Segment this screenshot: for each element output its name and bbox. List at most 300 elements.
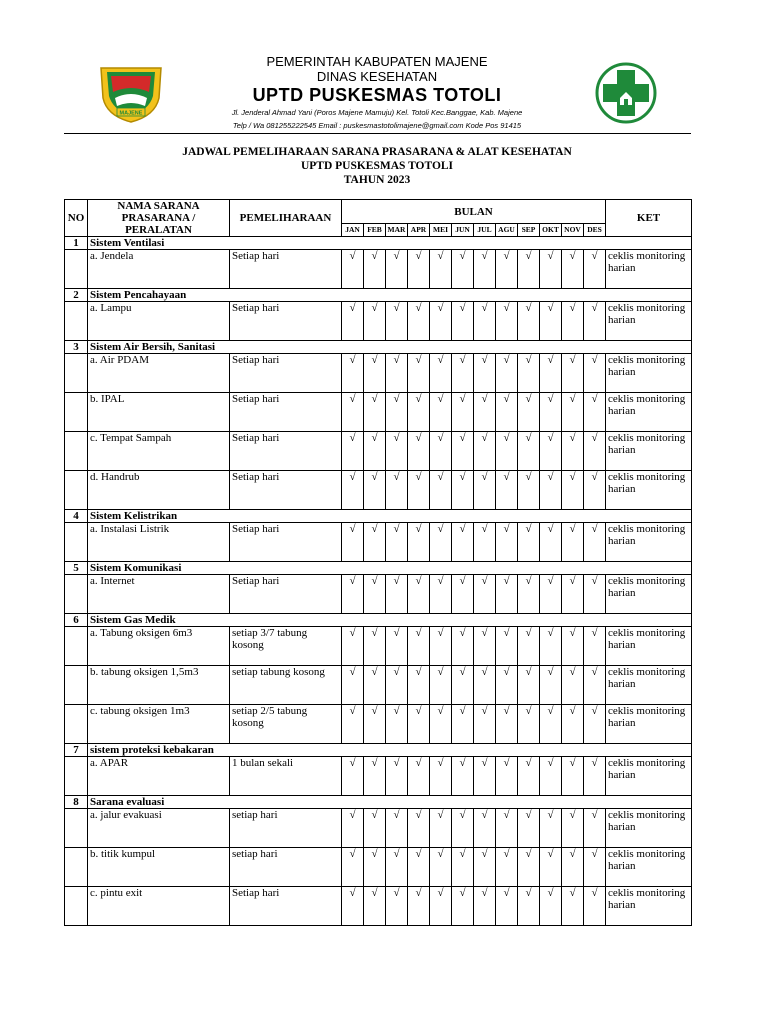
month-check: √	[562, 471, 584, 510]
header-month: NOV	[562, 224, 584, 237]
month-check: √	[452, 757, 474, 796]
item-name: b. tabung oksigen 1,5m3	[88, 666, 230, 705]
item-pemeliharaan: setiap 3/7 tabung kosong	[230, 627, 342, 666]
month-check: √	[474, 627, 496, 666]
month-check: √	[584, 887, 606, 926]
month-check: √	[474, 523, 496, 562]
month-check: √	[518, 757, 540, 796]
month-check: √	[518, 666, 540, 705]
month-check: √	[408, 848, 430, 887]
header-month: DES	[584, 224, 606, 237]
month-check: √	[562, 757, 584, 796]
item-pemeliharaan: setiap 2/5 tabung kosong	[230, 705, 342, 744]
section-row	[65, 614, 692, 627]
month-check: √	[562, 887, 584, 926]
item-pemeliharaan: Setiap hari	[230, 354, 342, 393]
item-name: a. Lampu	[88, 302, 230, 341]
month-check: √	[364, 666, 386, 705]
puskesmas-name: UPTD PUSKESMAS TOTOLI	[252, 85, 502, 105]
month-check: √	[386, 705, 408, 744]
month-check: √	[452, 705, 474, 744]
month-check: √	[540, 393, 562, 432]
month-check: √	[518, 393, 540, 432]
month-check: √	[562, 302, 584, 341]
month-check: √	[408, 523, 430, 562]
item-ket: ceklis monitoring harian	[606, 627, 692, 666]
month-check: √	[562, 848, 584, 887]
month-check: √	[408, 757, 430, 796]
letterhead	[0, 0, 768, 140]
month-check: √	[474, 432, 496, 471]
month-check: √	[408, 666, 430, 705]
item-pemeliharaan: Setiap hari	[230, 887, 342, 926]
section-row	[65, 510, 692, 523]
month-check: √	[540, 666, 562, 705]
month-check: √	[474, 302, 496, 341]
month-check: √	[408, 302, 430, 341]
month-check: √	[408, 432, 430, 471]
header-month: OKT	[540, 224, 562, 237]
header-ket: KET	[606, 200, 692, 237]
month-check: √	[408, 393, 430, 432]
month-check: √	[342, 757, 364, 796]
header-nama: NAMA SARANA PRASARANA / PERALATAN	[88, 200, 230, 237]
month-check: √	[518, 523, 540, 562]
month-check: √	[430, 666, 452, 705]
section-name: Sistem Ventilasi	[88, 237, 692, 250]
item-name: a. Tabung oksigen 6m3	[88, 627, 230, 666]
month-check: √	[364, 809, 386, 848]
month-check: √	[518, 848, 540, 887]
month-check: √	[430, 627, 452, 666]
month-check: √	[518, 354, 540, 393]
month-check: √	[342, 302, 364, 341]
section-name: sistem proteksi kebakaran	[88, 744, 692, 757]
month-check: √	[474, 848, 496, 887]
month-check: √	[430, 809, 452, 848]
month-check: √	[496, 523, 518, 562]
month-check: √	[474, 393, 496, 432]
month-check: √	[430, 471, 452, 510]
item-name: a. APAR	[88, 757, 230, 796]
month-check: √	[364, 432, 386, 471]
govt-name: PEMERINTAH KABUPATEN MAJENE	[266, 54, 488, 69]
item-ket: ceklis monitoring harian	[606, 809, 692, 848]
header-month: FEB	[364, 224, 386, 237]
month-check: √	[540, 848, 562, 887]
item-ket: ceklis monitoring harian	[606, 432, 692, 471]
section-name: Sistem Kelistrikan	[88, 510, 692, 523]
item-row	[65, 432, 692, 471]
month-check: √	[408, 705, 430, 744]
month-check: √	[518, 627, 540, 666]
section-name: Sistem Komunikasi	[88, 562, 692, 575]
doc-subtitle: UPTD PUSKESMAS TOTOLI	[300, 160, 454, 172]
month-check: √	[342, 432, 364, 471]
month-check: √	[540, 705, 562, 744]
month-check: √	[386, 354, 408, 393]
month-check: √	[474, 757, 496, 796]
item-ket: ceklis monitoring harian	[606, 666, 692, 705]
section-name: Sistem Air Bersih, Sanitasi	[88, 341, 692, 354]
header-month: MEI	[430, 224, 452, 237]
month-check: √	[496, 887, 518, 926]
section-number: 1	[65, 237, 88, 250]
month-check: √	[584, 575, 606, 614]
section-number: 8	[65, 796, 88, 809]
month-check: √	[452, 809, 474, 848]
month-check: √	[496, 575, 518, 614]
month-check: √	[562, 809, 584, 848]
item-pemeliharaan: setiap hari	[230, 809, 342, 848]
item-pemeliharaan: setiap tabung kosong	[230, 666, 342, 705]
month-check: √	[496, 393, 518, 432]
month-check: √	[430, 250, 452, 289]
month-check: √	[430, 848, 452, 887]
item-row	[65, 848, 692, 887]
item-row	[65, 705, 692, 744]
month-check: √	[342, 523, 364, 562]
month-check: √	[540, 471, 562, 510]
month-check: √	[386, 887, 408, 926]
month-check: √	[496, 666, 518, 705]
item-no-cell	[65, 523, 88, 562]
item-pemeliharaan: Setiap hari	[230, 575, 342, 614]
month-check: √	[496, 809, 518, 848]
month-check: √	[474, 887, 496, 926]
month-check: √	[452, 250, 474, 289]
item-ket: ceklis monitoring harian	[606, 354, 692, 393]
item-row	[65, 250, 692, 289]
doc-title: JADWAL PEMELIHARAAN SARANA PRASARANA & ALAT KESEHATAN	[182, 146, 572, 158]
month-check: √	[408, 809, 430, 848]
month-check: √	[474, 705, 496, 744]
item-name: c. tabung oksigen 1m3	[88, 705, 230, 744]
month-check: √	[452, 666, 474, 705]
item-row	[65, 666, 692, 705]
month-check: √	[430, 705, 452, 744]
item-name: a. Jendela	[88, 250, 230, 289]
month-check: √	[364, 848, 386, 887]
item-ket: ceklis monitoring harian	[606, 302, 692, 341]
month-check: √	[584, 757, 606, 796]
item-row	[65, 627, 692, 666]
month-check: √	[496, 354, 518, 393]
item-row	[65, 757, 692, 796]
month-check: √	[364, 250, 386, 289]
item-pemeliharaan: Setiap hari	[230, 471, 342, 510]
item-pemeliharaan: Setiap hari	[230, 250, 342, 289]
header-pemeliharaan: PEMELIHARAAN	[230, 200, 342, 237]
item-ket: ceklis monitoring harian	[606, 471, 692, 510]
month-check: √	[342, 848, 364, 887]
month-check: √	[562, 354, 584, 393]
item-ket: ceklis monitoring harian	[606, 848, 692, 887]
svg-text:MAJENE: MAJENE	[119, 110, 143, 117]
item-no-cell	[65, 471, 88, 510]
section-name: Sarana evaluasi	[88, 796, 692, 809]
item-row	[65, 302, 692, 341]
item-name: a. jalur evakuasi	[88, 809, 230, 848]
item-name: a. Air PDAM	[88, 354, 230, 393]
month-check: √	[386, 432, 408, 471]
month-check: √	[364, 523, 386, 562]
month-check: √	[386, 302, 408, 341]
month-check: √	[584, 809, 606, 848]
section-number: 2	[65, 289, 88, 302]
item-name: a. Instalasi Listrik	[88, 523, 230, 562]
month-check: √	[584, 471, 606, 510]
header-month: JAN	[342, 224, 364, 237]
item-pemeliharaan: 1 bulan sekali	[230, 757, 342, 796]
month-check: √	[408, 575, 430, 614]
item-pemeliharaan: setiap hari	[230, 848, 342, 887]
month-check: √	[496, 627, 518, 666]
item-no-cell	[65, 575, 88, 614]
month-check: √	[518, 887, 540, 926]
month-check: √	[430, 523, 452, 562]
item-no-cell	[65, 809, 88, 848]
month-check: √	[474, 575, 496, 614]
month-check: √	[584, 627, 606, 666]
header-month: SEP	[518, 224, 540, 237]
section-number: 3	[65, 341, 88, 354]
item-pemeliharaan: Setiap hari	[230, 432, 342, 471]
month-check: √	[386, 809, 408, 848]
maintenance-schedule-table	[64, 199, 692, 926]
month-check: √	[364, 627, 386, 666]
month-check: √	[496, 705, 518, 744]
month-check: √	[408, 471, 430, 510]
item-no-cell	[65, 757, 88, 796]
contact-line: Telp / Wa 081255222545 Email : puskesmastotolimajene@gmail.com Kode Pos 91415	[232, 121, 522, 130]
month-check: √	[386, 627, 408, 666]
item-no-cell	[65, 250, 88, 289]
month-check: √	[342, 575, 364, 614]
month-check: √	[562, 627, 584, 666]
month-check: √	[518, 302, 540, 341]
item-ket: ceklis monitoring harian	[606, 523, 692, 562]
month-check: √	[584, 705, 606, 744]
header-month: APR	[408, 224, 430, 237]
month-check: √	[364, 705, 386, 744]
month-check: √	[562, 432, 584, 471]
month-check: √	[430, 887, 452, 926]
item-no-cell	[65, 302, 88, 341]
month-check: √	[386, 575, 408, 614]
month-check: √	[540, 432, 562, 471]
month-check: √	[584, 432, 606, 471]
month-check: √	[584, 523, 606, 562]
section-number: 5	[65, 562, 88, 575]
item-row	[65, 523, 692, 562]
month-check: √	[540, 627, 562, 666]
item-name: c. pintu exit	[88, 887, 230, 926]
section-row	[65, 289, 692, 302]
item-no-cell	[65, 354, 88, 393]
item-row	[65, 809, 692, 848]
month-check: √	[540, 887, 562, 926]
header-bulan: BULAN	[342, 200, 606, 224]
month-check: √	[452, 471, 474, 510]
month-check: √	[562, 393, 584, 432]
item-pemeliharaan: Setiap hari	[230, 393, 342, 432]
item-ket: ceklis monitoring harian	[606, 757, 692, 796]
month-check: √	[584, 848, 606, 887]
month-check: √	[452, 354, 474, 393]
section-name: Sistem Pencahayaan	[88, 289, 692, 302]
month-check: √	[386, 757, 408, 796]
month-check: √	[562, 575, 584, 614]
month-check: √	[364, 575, 386, 614]
section-number: 4	[65, 510, 88, 523]
month-check: √	[364, 887, 386, 926]
section-row	[65, 796, 692, 809]
month-check: √	[408, 627, 430, 666]
month-check: √	[430, 302, 452, 341]
item-ket: ceklis monitoring harian	[606, 705, 692, 744]
month-check: √	[452, 848, 474, 887]
month-check: √	[496, 250, 518, 289]
item-pemeliharaan: Setiap hari	[230, 523, 342, 562]
section-number: 6	[65, 614, 88, 627]
item-no-cell	[65, 848, 88, 887]
section-row	[65, 562, 692, 575]
month-check: √	[584, 302, 606, 341]
month-check: √	[408, 354, 430, 393]
month-check: √	[474, 471, 496, 510]
section-name: Sistem Gas Medik	[88, 614, 692, 627]
month-check: √	[518, 705, 540, 744]
month-check: √	[430, 354, 452, 393]
month-check: √	[518, 250, 540, 289]
month-check: √	[540, 354, 562, 393]
month-check: √	[540, 757, 562, 796]
month-check: √	[562, 250, 584, 289]
month-check: √	[584, 393, 606, 432]
month-check: √	[474, 354, 496, 393]
month-check: √	[452, 887, 474, 926]
month-check: √	[452, 302, 474, 341]
item-row	[65, 575, 692, 614]
month-check: √	[364, 757, 386, 796]
month-check: √	[342, 666, 364, 705]
header-month: JUN	[452, 224, 474, 237]
month-check: √	[474, 809, 496, 848]
header-no: NO	[65, 200, 88, 237]
month-check: √	[518, 432, 540, 471]
item-ket: ceklis monitoring harian	[606, 393, 692, 432]
month-check: √	[364, 393, 386, 432]
month-check: √	[430, 575, 452, 614]
item-name: b. IPAL	[88, 393, 230, 432]
month-check: √	[342, 393, 364, 432]
section-row	[65, 237, 692, 250]
section-number: 7	[65, 744, 88, 757]
month-check: √	[496, 848, 518, 887]
address-line: Jl. Jenderal Ahmad Yani (Poros Majene Mamuju) Kel. Totoli Kec.Banggae, Kab. Majene	[231, 108, 523, 117]
month-check: √	[364, 471, 386, 510]
month-check: √	[584, 354, 606, 393]
item-no-cell	[65, 432, 88, 471]
month-check: √	[364, 354, 386, 393]
letterhead-divider	[64, 133, 691, 134]
month-check: √	[386, 666, 408, 705]
month-check: √	[342, 250, 364, 289]
month-check: √	[518, 575, 540, 614]
item-ket: ceklis monitoring harian	[606, 575, 692, 614]
header-month: MAR	[386, 224, 408, 237]
month-check: √	[584, 666, 606, 705]
month-check: √	[452, 627, 474, 666]
month-check: √	[408, 887, 430, 926]
item-name: a. Internet	[88, 575, 230, 614]
month-check: √	[430, 393, 452, 432]
month-check: √	[386, 848, 408, 887]
month-check: √	[364, 302, 386, 341]
month-check: √	[496, 302, 518, 341]
item-no-cell	[65, 393, 88, 432]
month-check: √	[342, 354, 364, 393]
item-row	[65, 887, 692, 926]
month-check: √	[386, 393, 408, 432]
month-check: √	[540, 575, 562, 614]
month-check: √	[342, 809, 364, 848]
month-check: √	[386, 523, 408, 562]
month-check: √	[342, 471, 364, 510]
month-check: √	[452, 523, 474, 562]
item-row	[65, 354, 692, 393]
month-check: √	[496, 471, 518, 510]
month-check: √	[496, 757, 518, 796]
doc-year: TAHUN 2023	[343, 174, 411, 186]
month-check: √	[562, 666, 584, 705]
month-check: √	[386, 250, 408, 289]
puskesmas-logo	[588, 62, 664, 124]
month-check: √	[474, 250, 496, 289]
item-name: b. titik kumpul	[88, 848, 230, 887]
item-no-cell	[65, 627, 88, 666]
month-check: √	[452, 575, 474, 614]
item-row	[65, 471, 692, 510]
month-check: √	[518, 809, 540, 848]
month-check: √	[408, 250, 430, 289]
header-month: AGU	[496, 224, 518, 237]
item-ket: ceklis monitoring harian	[606, 250, 692, 289]
item-no-cell	[65, 887, 88, 926]
item-name: c. Tempat Sampah	[88, 432, 230, 471]
item-pemeliharaan: Setiap hari	[230, 302, 342, 341]
month-check: √	[342, 887, 364, 926]
month-check: √	[584, 250, 606, 289]
item-name: d. Handrub	[88, 471, 230, 510]
month-check: √	[452, 432, 474, 471]
month-check: √	[540, 523, 562, 562]
agency-name: DINAS KESEHATAN	[316, 69, 438, 84]
month-check: √	[430, 757, 452, 796]
item-row	[65, 393, 692, 432]
month-check: √	[430, 432, 452, 471]
month-check: √	[386, 471, 408, 510]
month-check: √	[474, 666, 496, 705]
section-row	[65, 744, 692, 757]
month-check: √	[540, 302, 562, 341]
month-check: √	[540, 809, 562, 848]
header-month: JUL	[474, 224, 496, 237]
item-no-cell	[65, 705, 88, 744]
item-no-cell	[65, 666, 88, 705]
item-ket: ceklis monitoring harian	[606, 887, 692, 926]
